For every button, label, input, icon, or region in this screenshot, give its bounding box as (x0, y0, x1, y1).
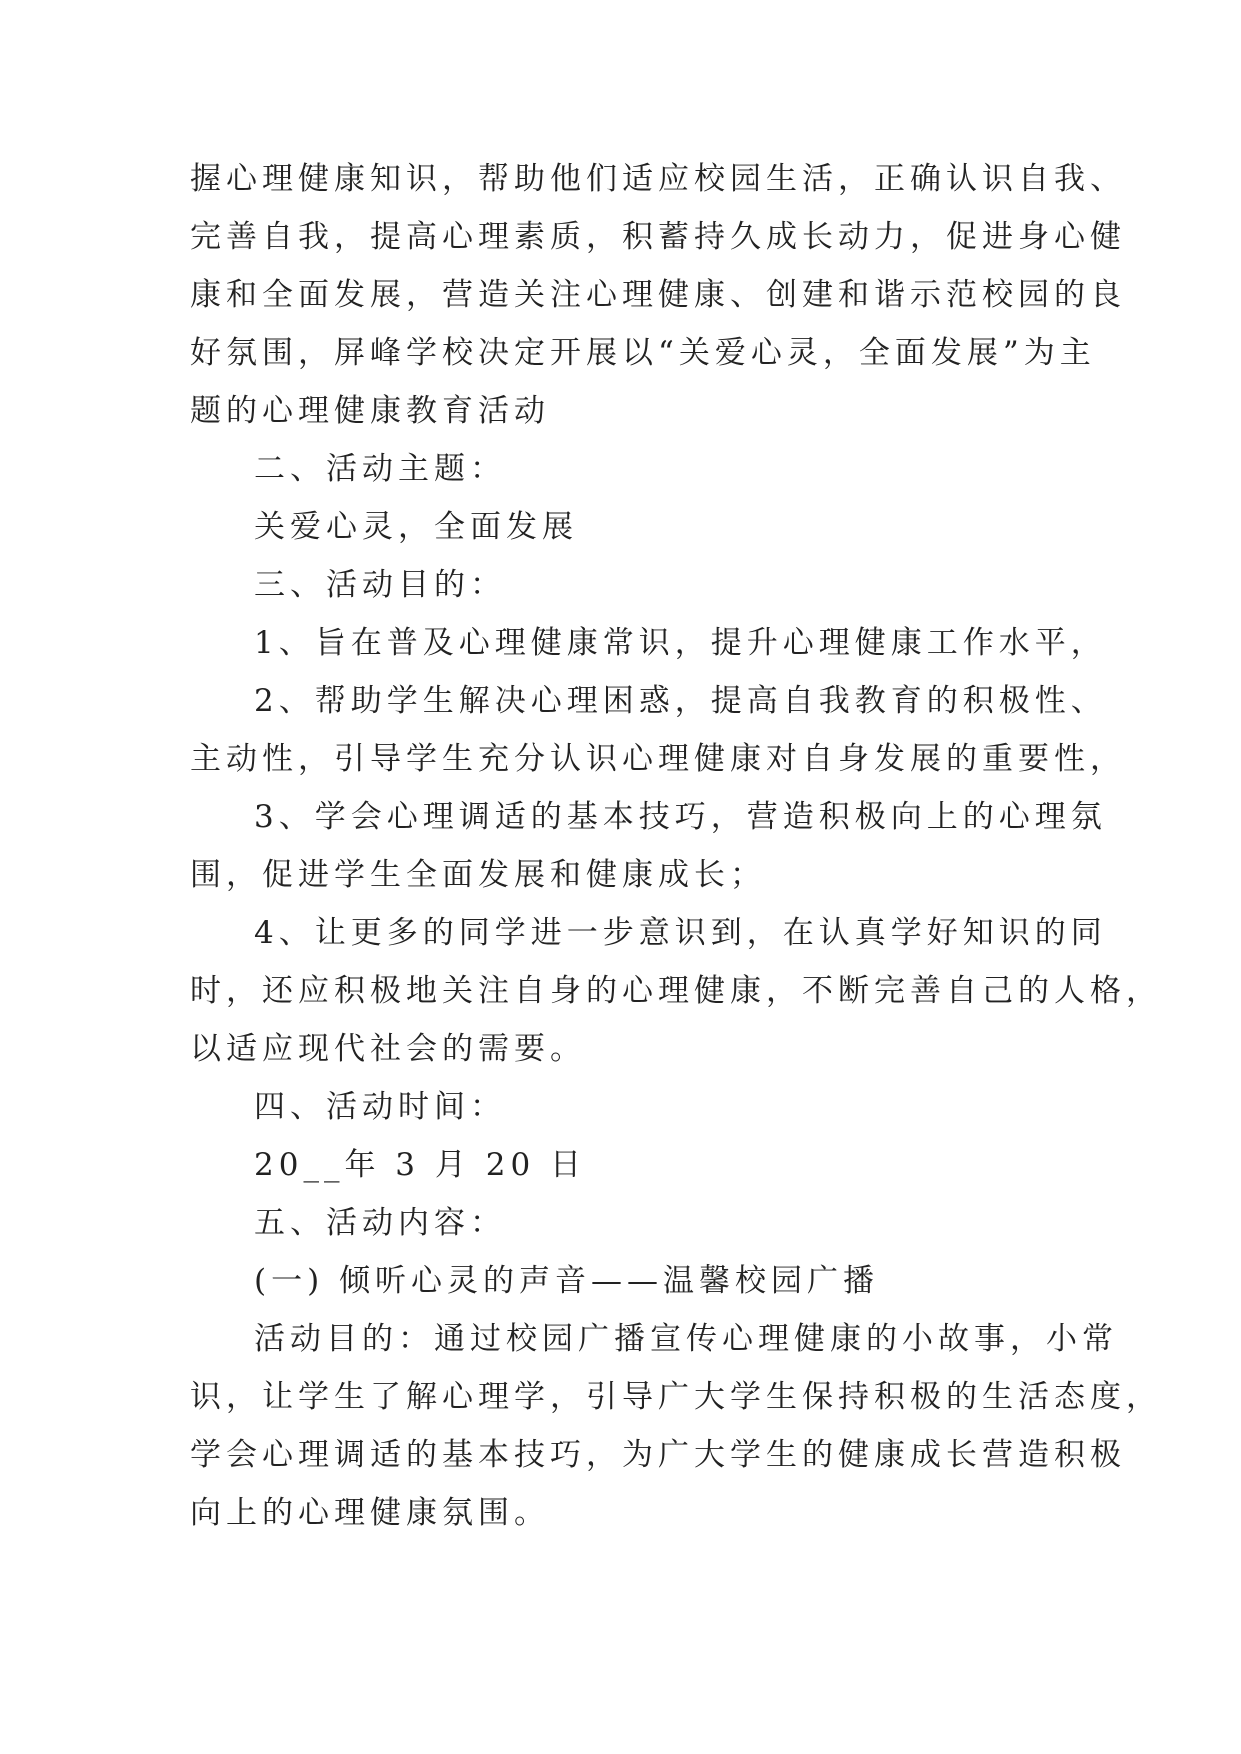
text-line: 五、活动内容： (254, 1205, 506, 1241)
theme-text (190, 498, 1060, 556)
text-line: 4、让更多的同学进一步意识到，在认真学好知识的同 (254, 915, 1107, 951)
time-text (190, 1136, 1060, 1194)
purpose-item-1 (190, 614, 1107, 672)
text-line: 2、帮助学生解决心理困惑，提高自我教育的积极性、 (254, 683, 1107, 719)
text-line: (一) 倾听心灵的声音——温馨校园广播 (254, 1263, 880, 1299)
purpose-item-4 (190, 904, 1162, 1078)
text-line: 向上的心理健康氛围。 (190, 1495, 550, 1531)
section-heading-time (190, 1078, 1060, 1136)
text-line: 学会心理调适的基本技巧，为广大学生的健康成长营造积极 (190, 1437, 1126, 1473)
text-line: 康和全面发展，营造关注心理健康、创建和谐示范校园的良 (190, 277, 1126, 313)
text-line: 以适应现代社会的需要。 (190, 1031, 586, 1067)
text-line: 20__年 3 月 20 日 (254, 1147, 587, 1183)
purpose-item-2 (190, 672, 1126, 788)
text-line: 三、活动目的： (254, 567, 506, 603)
text-line: 3、学会心理调适的基本技巧，营造积极向上的心理氛 (254, 799, 1107, 835)
text-line: 围，促进学生全面发展和健康成长； (190, 857, 766, 893)
text-line: 题的心理健康教育活动 (190, 393, 550, 429)
text-line: 1、旨在普及心理健康常识，提升心理健康工作水平， (254, 625, 1107, 661)
text-line: 好氛围，屏峰学校决定开展以“关爱心灵，全面发展”为主 (190, 335, 1096, 371)
text-line: 识，让学生了解心理学，引导广大学生保持积极的生活态度， (190, 1379, 1162, 1415)
purpose-item-3 (190, 788, 1107, 904)
text-line: 完善自我，提高心理素质，积蓄持久成长动力，促进身心健 (190, 219, 1126, 255)
section-heading-content (190, 1194, 1060, 1252)
text-line: 四、活动时间： (254, 1089, 506, 1125)
text-line: 活动目的：通过校园广播宣传心理健康的小故事，小常 (254, 1321, 1118, 1357)
text-line: 时，还应积极地关注自身的心理健康，不断完善自己的人格， (190, 973, 1162, 1009)
section-heading-purpose (190, 556, 1060, 614)
document-body (190, 150, 1162, 1542)
content-subheading-1 (190, 1252, 1060, 1310)
text-line: 二、活动主题： (254, 451, 506, 487)
section-heading-theme (190, 440, 1060, 498)
text-line: 关爱心灵，全面发展 (254, 509, 578, 545)
text-line: 主动性，引导学生充分认识心理健康对自身发展的重要性， (190, 741, 1126, 777)
intro-paragraph (190, 150, 1126, 440)
content-sub-1-purpose (190, 1310, 1162, 1542)
text-line: 握心理健康知识，帮助他们适应校园生活，正确认识自我、 (190, 161, 1126, 197)
